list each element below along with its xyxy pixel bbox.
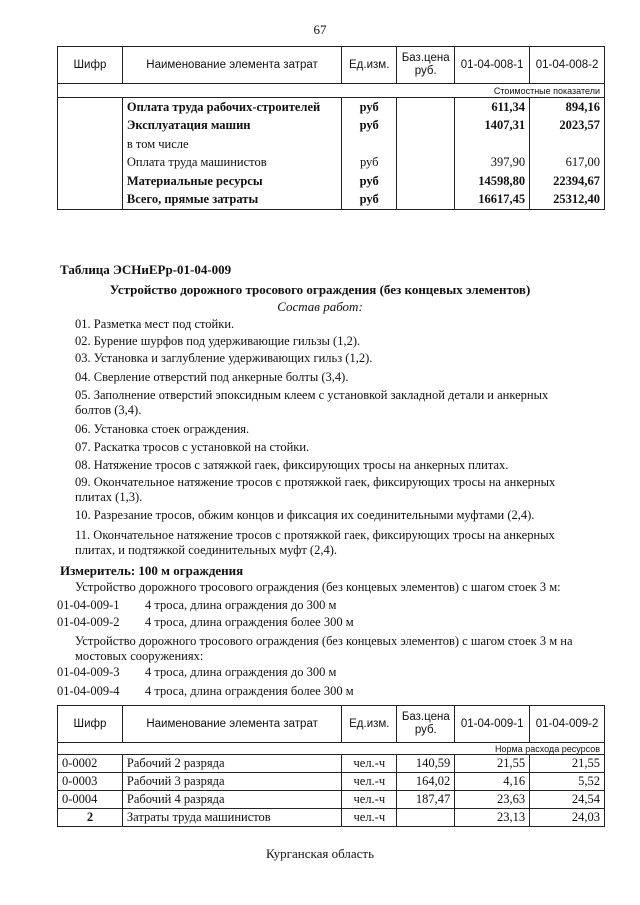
code-cell [58, 135, 123, 154]
name-cell: Рабочий 4 разряда [122, 791, 341, 809]
header-col1: 01-04-009-1 [455, 706, 530, 743]
table-row [58, 773, 605, 791]
code-cell: 0-0003 [58, 773, 123, 791]
item-code: 01-04-009-2 [57, 615, 120, 629]
work-item: 05. Заполнение отверстий эпоксидным клеем с установкой закладной детали и анкерных болтов (3,4). [75, 388, 549, 417]
code-cell: 0-0002 [58, 755, 123, 773]
cost-table [57, 46, 605, 210]
value2-cell: 22394,67 [530, 172, 605, 191]
work-item: 02. Бурение шурфов под удерживающие гильзы (1,2). [75, 334, 361, 348]
value2-cell [530, 135, 605, 154]
value2-cell: 24,03 [530, 809, 605, 827]
value2-cell: 25312,40 [530, 191, 605, 210]
table-header-row [58, 706, 605, 743]
value1-cell: 14598,80 [455, 172, 530, 191]
work-item: 04. Сверление отверстий под анкерные болты (3,4). [75, 370, 349, 384]
price-cell [397, 98, 455, 117]
code-cell [58, 154, 123, 173]
value1-cell: 611,34 [455, 98, 530, 117]
header-code: Шифр [58, 706, 123, 743]
name-cell: Рабочий 3 разряда [122, 773, 341, 791]
table-row [58, 172, 605, 191]
value2-cell: 24,54 [530, 791, 605, 809]
value2-cell: 21,55 [530, 755, 605, 773]
page-number: 67 [313, 22, 327, 37]
value1-cell: 4,16 [455, 773, 530, 791]
unit-cell: чел.-ч [342, 809, 397, 827]
resource-table [57, 705, 605, 827]
value2-cell: 617,00 [530, 154, 605, 173]
price-cell: 187,47 [397, 791, 455, 809]
header-base-price: Баз.цена руб. [397, 47, 455, 84]
value1-cell: 23,63 [455, 791, 530, 809]
item-code: 01-04-009-3 [57, 665, 120, 679]
value1-cell [455, 135, 530, 154]
item-description: 4 троса, длина ограждения до 300 м [145, 665, 337, 679]
footer: Курганская область [265, 846, 375, 861]
value1-cell: 16617,45 [455, 191, 530, 210]
table-row [58, 154, 605, 173]
item-description: 4 троса, длина ограждения более 300 м [145, 684, 354, 698]
work-item: 11. Окончательное натяжение тросов с протяжкой гаек, фиксирующих тросы на анкерных плитах, и подтяжкой соединительных муфт (2,4). [75, 528, 555, 557]
unit-cell [342, 135, 397, 154]
work-item: 09. Окончательное натяжение тросов с протяжкой гаек, фиксирующих тросы на анкерных плитах (1,3). [75, 475, 556, 504]
price-cell [397, 172, 455, 191]
price-cell [397, 117, 455, 136]
table-row [58, 191, 605, 210]
unit-cell: руб [342, 191, 397, 210]
table-row [58, 791, 605, 809]
section-label: Стоимостные показатели [58, 84, 605, 98]
price-cell [397, 135, 455, 154]
header-col2: 01-04-008-2 [530, 47, 605, 84]
name-cell: Эксплуатация машин [122, 117, 341, 136]
code-cell [58, 98, 123, 117]
name-cell: Оплата труда машинистов [122, 154, 341, 173]
value2-cell: 894,16 [530, 98, 605, 117]
work-item: 07. Раскатка тросов с установкой на стойки. [75, 440, 310, 454]
table-row [58, 809, 605, 827]
name-cell: в том числе [122, 135, 341, 154]
unit-cell: руб [342, 117, 397, 136]
item-description: 4 троса, длина ограждения до 300 м [145, 598, 337, 612]
unit-cell: чел.-ч [342, 791, 397, 809]
unit-cell: чел.-ч [342, 755, 397, 773]
code-cell [58, 172, 123, 191]
meter: Измеритель: 100 м ограждения [60, 563, 244, 578]
price-cell [397, 191, 455, 210]
table-title: Таблица ЭСНиЕРр-01-04-009 [60, 262, 232, 277]
work-item: 06. Установка стоек ограждения. [75, 422, 250, 436]
header-col2: 01-04-009-2 [530, 706, 605, 743]
work-item: 01. Разметка мест под стойки. [75, 317, 235, 331]
header-unit: Ед.изм. [342, 47, 397, 84]
work-item: 08. Натяжение тросов с затяжкой гаек, фиксирующих тросы на анкерных плитах. [75, 458, 509, 472]
header-name: Наименование элемента затрат [122, 47, 341, 84]
group2-intro: Устройство дорожного тросового ограждения (без концевых элементов) с шагом стоек 3 м на мостовых сооружениях: [75, 634, 573, 663]
price-cell [397, 809, 455, 827]
item-description: 4 троса, длина ограждения более 300 м [145, 615, 354, 629]
table-row [58, 135, 605, 154]
code-cell [58, 191, 123, 210]
unit-cell: чел.-ч [342, 773, 397, 791]
item-code: 01-04-009-1 [57, 598, 120, 612]
table-row [58, 98, 605, 117]
value1-cell: 397,90 [455, 154, 530, 173]
price-cell [397, 154, 455, 173]
code-cell [58, 117, 123, 136]
table-row [58, 117, 605, 136]
value1-cell: 21,55 [455, 755, 530, 773]
table-row [58, 755, 605, 773]
code-cell: 0-0004 [58, 791, 123, 809]
name-cell: Всего, прямые затраты [122, 191, 341, 210]
table-subtitle: Устройство дорожного тросового ограждения (без концевых элементов) [109, 282, 531, 297]
price-cell: 164,02 [397, 773, 455, 791]
name-cell: Рабочий 2 разряда [122, 755, 341, 773]
name-cell: Материальные ресурсы [122, 172, 341, 191]
price-cell: 140,59 [397, 755, 455, 773]
work-heading: Состав работ: [277, 299, 363, 314]
value2-cell: 2023,57 [530, 117, 605, 136]
name-cell: Оплата труда рабочих-строителей [122, 98, 341, 117]
header-unit: Ед.изм. [342, 706, 397, 743]
header-code: Шифр [58, 47, 123, 84]
unit-cell: руб [342, 172, 397, 191]
work-item: 10. Разрезание тросов, обжим концов и фиксация их соединительными муфтами (2,4). [75, 508, 535, 522]
value1-cell: 23,13 [455, 809, 530, 827]
name-cell: Затраты труда машинистов [122, 809, 341, 827]
header-name: Наименование элемента затрат [122, 706, 341, 743]
work-item: 03. Установка и заглубление удерживающих гильз (1,2). [75, 351, 373, 365]
value1-cell: 1407,31 [455, 117, 530, 136]
unit-cell: руб [342, 98, 397, 117]
header-col1: 01-04-008-1 [455, 47, 530, 84]
section-label: Норма расхода ресурсов [58, 743, 605, 755]
code-cell: 2 [58, 809, 123, 827]
table-header-row [58, 47, 605, 84]
unit-cell: руб [342, 154, 397, 173]
item-code: 01-04-009-4 [57, 684, 120, 698]
group1-intro: Устройство дорожного тросового ограждения (без концевых элементов) с шагом стоек 3 м: [75, 580, 561, 594]
header-base-price: Баз.цена руб. [397, 706, 455, 743]
value2-cell: 5,52 [530, 773, 605, 791]
